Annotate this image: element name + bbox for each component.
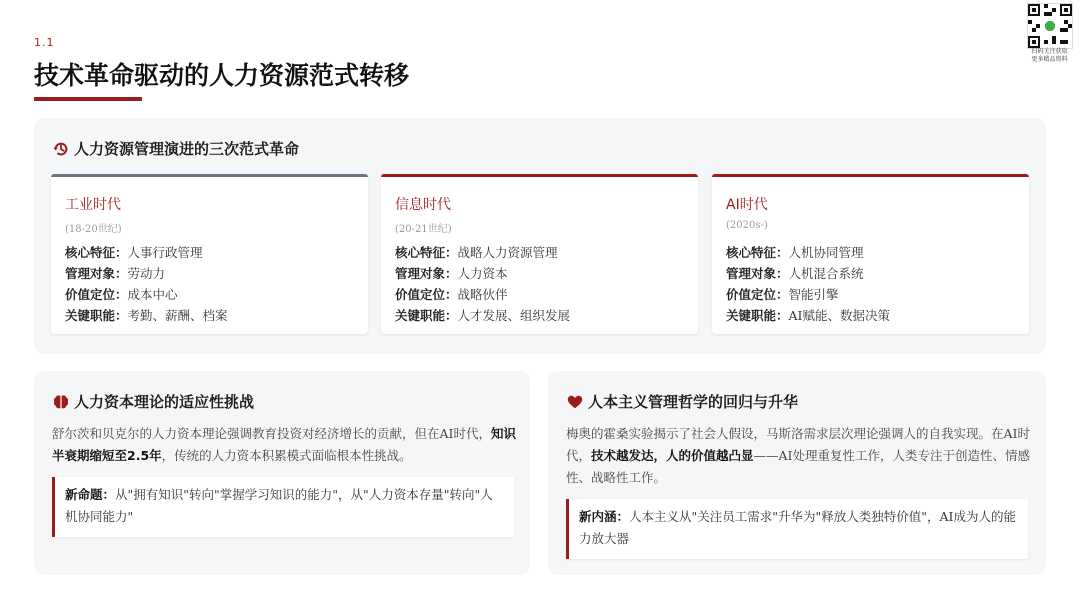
era-row bbox=[395, 284, 570, 305]
capital-theory-heading bbox=[52, 391, 254, 412]
era-row-key: 价值定位： bbox=[395, 287, 458, 302]
era-rows bbox=[395, 242, 570, 326]
humanism-body bbox=[566, 423, 1030, 489]
era-row-key: 价值定位： bbox=[65, 287, 128, 302]
callout-text: 人本主义从"关注员工需求"升华为"释放人类独特价值"，AI成为人的能力放大器 bbox=[579, 509, 1016, 546]
era-row-key: 关键职能： bbox=[395, 308, 458, 323]
era-row-key: 管理对象： bbox=[395, 266, 458, 281]
humanism-body-text: ——AI处理重复性工作，人类专注于创造性、情感性、战略性工作。 bbox=[566, 448, 1030, 485]
era-row bbox=[395, 263, 570, 284]
humanism-highlight: 技术越发达，人的价值越凸显 bbox=[591, 448, 754, 463]
era-rows bbox=[65, 242, 228, 326]
capital-theory-body bbox=[52, 423, 520, 467]
era-row-key: 核心特征： bbox=[726, 245, 789, 260]
era-period: (20-21世纪) bbox=[395, 224, 452, 235]
era-row-value: 人才发展、组织发展 bbox=[457, 308, 571, 323]
callout-key: 新命题： bbox=[65, 487, 116, 502]
era-card-topbar bbox=[712, 174, 1029, 177]
humanism-heading-text: 人本主义管理哲学的回归与升华 bbox=[588, 393, 799, 411]
era-row bbox=[726, 263, 890, 284]
capital-theory-panel bbox=[34, 371, 530, 575]
era-row-key: 核心特征： bbox=[395, 245, 458, 260]
era-row-value: 劳动力 bbox=[127, 266, 166, 281]
era-card-information bbox=[381, 174, 698, 334]
humanism-panel bbox=[548, 371, 1046, 575]
brain-icon bbox=[52, 393, 70, 411]
callout-key: 新内涵： bbox=[579, 509, 630, 524]
era-row bbox=[726, 284, 890, 305]
callout-text: 从"拥有知识"转向"掌握学习知识的能力"，从"人力资本存量"转向"人机协同能力" bbox=[65, 487, 493, 524]
era-row-value: 智能引擎 bbox=[788, 287, 839, 302]
era-row-value: 考勤、薪酬、档案 bbox=[127, 308, 228, 323]
era-rows bbox=[726, 242, 890, 326]
era-card-industrial bbox=[51, 174, 368, 334]
era-row bbox=[65, 263, 228, 284]
era-row bbox=[726, 305, 890, 326]
qr-caption-line: 更多精品资料 bbox=[1031, 56, 1068, 63]
era-row-value: 人机混合系统 bbox=[788, 266, 864, 281]
era-card-topbar bbox=[51, 174, 368, 177]
page-title: 技术革命驱动的人力资源范式转移 bbox=[34, 61, 410, 90]
era-card-topbar bbox=[381, 174, 698, 177]
era-row-value: 战略人力资源管理 bbox=[457, 245, 558, 260]
capital-theory-highlight: 知识半衰期缩短至2.5年 bbox=[52, 426, 516, 463]
era-row-value: 人事行政管理 bbox=[127, 245, 203, 260]
paradigm-panel bbox=[34, 118, 1046, 354]
era-row-value: 人力资本 bbox=[457, 266, 508, 281]
era-card-ai bbox=[712, 174, 1029, 334]
title-underline bbox=[34, 97, 142, 101]
era-row bbox=[65, 305, 228, 326]
era-period: (2020s-) bbox=[726, 220, 768, 231]
paradigm-heading-text: 人力资源管理演进的三次范式革命 bbox=[74, 140, 300, 158]
capital-theory-body-text: 舒尔茨和贝克尔的人力资本理论强调教育投资对经济增长的贡献，但在AI时代， bbox=[52, 426, 491, 441]
new-connotation-callout bbox=[566, 499, 1028, 559]
era-title: AI时代 bbox=[726, 197, 768, 213]
section-number: 1.1 bbox=[34, 36, 55, 49]
humanism-heading bbox=[566, 391, 798, 412]
humanism-body-text: 梅奥的霍桑实验揭示了社会人假设，马斯洛需求层次理论强调人的自我实现。在AI时代， bbox=[566, 426, 1030, 463]
era-row-key: 管理对象： bbox=[726, 266, 789, 281]
era-row bbox=[395, 242, 570, 263]
era-row-value: 人机协同管理 bbox=[788, 245, 864, 260]
era-row-key: 管理对象： bbox=[65, 266, 128, 281]
era-row bbox=[65, 242, 228, 263]
capital-theory-body-text: ，传统的人力资本积累模式面临根本性挑战。 bbox=[161, 448, 412, 463]
era-row bbox=[726, 242, 890, 263]
qr-code bbox=[1027, 3, 1073, 49]
history-icon bbox=[52, 140, 70, 158]
qr-caption bbox=[1022, 48, 1077, 64]
era-row-value: AI赋能、数据决策 bbox=[788, 308, 890, 323]
paradigm-heading bbox=[52, 138, 299, 159]
era-title: 工业时代 bbox=[65, 197, 121, 213]
era-row-value: 战略伙伴 bbox=[457, 287, 508, 302]
era-row-key: 关键职能： bbox=[65, 308, 128, 323]
era-row bbox=[395, 305, 570, 326]
heart-icon bbox=[566, 393, 584, 411]
era-row bbox=[65, 284, 228, 305]
era-row-key: 价值定位： bbox=[726, 287, 789, 302]
capital-theory-heading-text: 人力资本理论的适应性挑战 bbox=[74, 393, 255, 411]
era-period: (18-20世纪) bbox=[65, 224, 122, 235]
era-row-value: 成本中心 bbox=[127, 287, 178, 302]
qr-caption-line: 扫码关注获取 bbox=[1031, 48, 1068, 55]
new-proposition-callout bbox=[52, 477, 514, 537]
era-title: 信息时代 bbox=[395, 197, 451, 213]
era-row-key: 关键职能： bbox=[726, 308, 789, 323]
era-row-key: 核心特征： bbox=[65, 245, 128, 260]
